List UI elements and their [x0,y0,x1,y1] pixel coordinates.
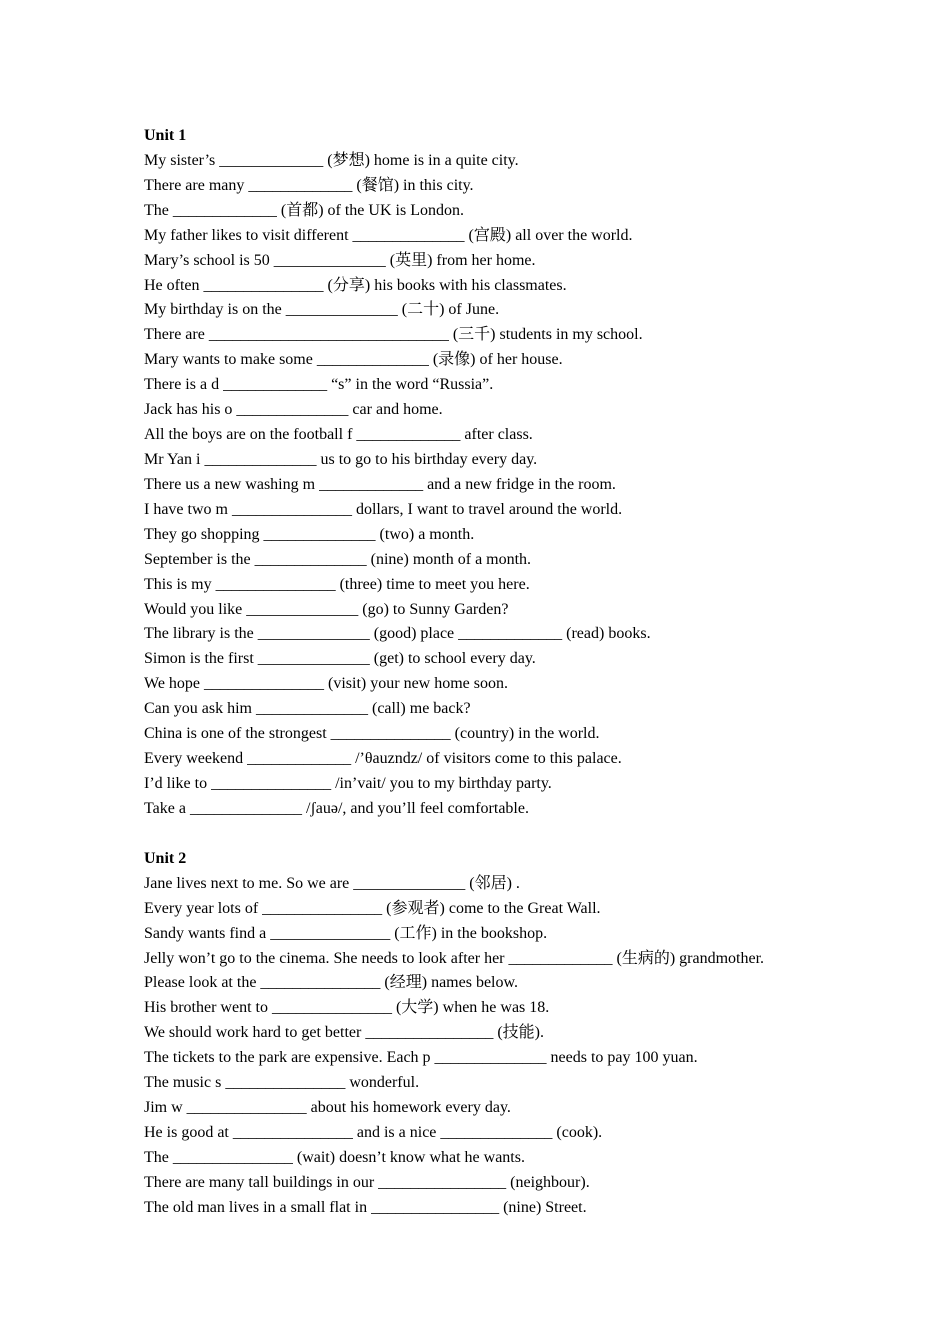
exercise-line: Simon is the first ______________ (get) to school every day. [144,650,536,668]
exercise-line: This is my _______________ (three) time to meet you here. [144,575,530,593]
exercise-line: I have two m _______________ dollars, I want to travel around the world. [144,500,623,518]
exercise-line: Mary’s school is 50 ______________ (英里) from her home. [144,251,536,269]
exercise-line: There are many _____________ (餐馆) in this city. [144,176,474,194]
exercise-line: There is a d _____________ “s” in the word “Russia”. [144,376,494,394]
exercise-line: They go shopping ______________ (two) a month. [144,525,475,543]
exercise-line: Jane lives next to me. So we are ______________ (邻居) . [144,874,520,892]
exercise-line: We hope _______________ (visit) your new home soon. [144,675,508,693]
exercise-line: My birthday is on the ______________ (二十) of June. [144,301,500,319]
exercise-line: Jack has his o ______________ car and home. [144,401,443,419]
exercise-line: China is one of the strongest _______________ (country) in the world. [144,725,600,743]
exercise-line: I’d like to _______________ /in’vait/ you to my birthday party. [144,774,552,792]
unit-title: Unit 1 [144,127,187,144]
unit-section [144,847,864,1221]
exercise-line: Would you like ______________ (go) to Sunny Garden? [144,600,509,618]
exercise-line: We should work hard to get better ________________ (技能). [144,1024,544,1042]
exercise-line: The _____________ (首都) of the UK is London. [144,201,464,219]
exercise-line: He is good at _______________ and is a nice ______________ (cook). [144,1123,603,1141]
exercise-line: My sister’s _____________ (梦想) home is in a quite city. [144,151,519,169]
exercise-line: The _______________ (wait) doesn’t know what he wants. [144,1148,525,1166]
exercise-line: Mr Yan i ______________ us to go to his birthday every day. [144,450,538,468]
exercise-line: My father likes to visit different ______________ (宫殿) all over the world. [144,226,633,244]
exercise-line: All the boys are on the football f _____________ after class. [144,426,533,444]
exercise-line: Sandy wants find a _______________ (工作) in the bookshop. [144,924,548,942]
exercise-line: September is the ______________ (nine) month of a month. [144,550,532,568]
exercise-line: The old man lives in a small flat in ________________ (nine) Street. [144,1198,587,1216]
exercise-line: Can you ask him ______________ (call) me back? [144,700,471,718]
exercise-line: He often _______________ (分享) his books with his classmates. [144,276,567,294]
worksheet [144,124,864,1221]
exercise-line: There us a new washing m _____________ and a new fridge in the room. [144,475,616,493]
exercise-line: The music s _______________ wonderful. [144,1074,420,1092]
exercise-line: Jelly won’t go to the cinema. She needs to look after her _____________ (生病的) grandmother. [144,949,765,967]
exercise-line: Take a ______________ /ʃauə/, and you’ll feel comfortable. [144,799,529,817]
unit-section [144,124,864,822]
exercise-line: There are many tall buildings in our ________________ (neighbour). [144,1173,590,1191]
exercise-line: There are ______________________________ (三千) students in my school. [144,326,643,344]
exercise-line: Every year lots of _______________ (参观者) come to the Great Wall. [144,899,601,917]
exercise-line: Mary wants to make some ______________ (录像) of her house. [144,351,563,369]
exercise-line: His brother went to _______________ (大学) when he was 18. [144,999,550,1017]
exercise-line: Please look at the _______________ (经理) names below. [144,974,519,992]
exercise-line: The library is the ______________ (good) place _____________ (read) books. [144,625,651,643]
exercise-line: Jim w _______________ about his homework every day. [144,1099,511,1117]
exercise-line: Every weekend _____________ /’θauzndz/ of visitors come to this palace. [144,750,622,768]
unit-title: Unit 2 [144,849,187,867]
exercise-line: The tickets to the park are expensive. Each p ______________ needs to pay 100 yuan. [144,1049,698,1067]
